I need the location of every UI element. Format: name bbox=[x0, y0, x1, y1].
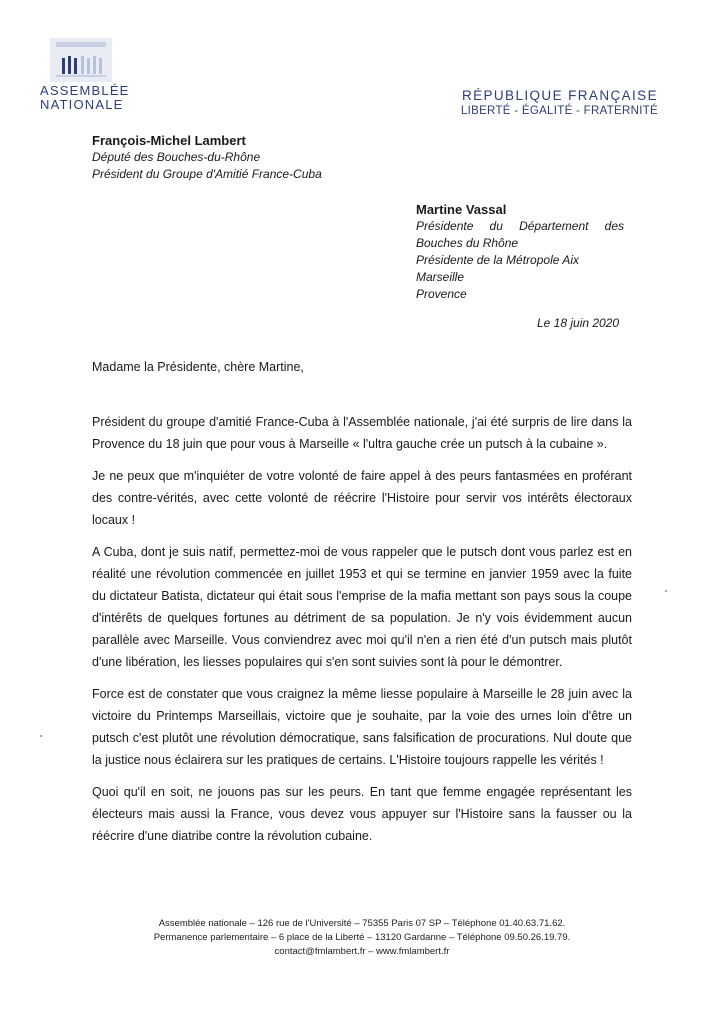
scan-speck bbox=[665, 590, 667, 592]
assemblee-nationale-logo bbox=[40, 38, 130, 112]
letter-date: Le 18 juin 2020 bbox=[537, 316, 620, 330]
sender-name: François-Michel Lambert bbox=[92, 133, 246, 148]
recipient-line-2: Bouches du Rhône bbox=[416, 236, 519, 250]
footer-line-3: contact@fmlambert.fr – www.fmlambert.fr bbox=[274, 946, 450, 957]
scan-speck bbox=[40, 735, 42, 737]
recipient-line-4: Provence bbox=[416, 287, 467, 301]
recipient-block bbox=[416, 201, 624, 303]
footer-line-2: Permanence parlementaire – 6 place de la Liberté – 13120 Gardanne – Téléphone 09.50.26.19.79. bbox=[153, 932, 571, 943]
paragraph: A Cuba, dont je suis natif, permettez-moi de vous rappeler que le putsch dont vous parlez est en réalité une révolution commencée en juillet 1953 et qui se termine en janvier 1959 avec la fuite du dictateur Batista, dictateur qui était sous l'emprise de la mafia mettant son pays sous la coupe d'intérêts de quelques fortunes au détriment de sa population. Je n'y vois évidemment aucun parallèle avec Marseille. Vous conviendrez avec moi qu'il n'en a rien été d'un putsch mais plutôt d'une libération, les liesses populaires qui s'en sont suivies sont là pour le démontrer. bbox=[92, 545, 632, 669]
republic-motto: LIBERTÉ - ÉGALITÉ - FRATERNITÉ bbox=[460, 105, 658, 117]
paragraph: Président du groupe d'amitié France-Cuba à l'Assemblée nationale, j'ai été surpris de lire dans la Provence du 18 juin que pour vous à Marseille « l'ultra gauche crée un putsch à la cubaine ». bbox=[92, 415, 632, 451]
paragraph: Force est de constater que vous craignez la même liesse populaire à Marseille le 28 juin avec la victoire du Printemps Marseillais, victoire que je souhaite, par la voie des urnes loin d'être un putsch c'est plutôt une révolution démocratique, sans falsification de procurations. Nul doute que la justice nous éclairera sur les pratiques de certains. L'Histoire toujours rappelle les vérités ! bbox=[92, 687, 632, 767]
logo-line-1: ASSEMBLÉE bbox=[40, 83, 130, 98]
letter-body bbox=[92, 411, 632, 857]
letter-footer bbox=[0, 917, 724, 959]
paragraph: Quoi qu'il en soit, ne jouons pas sur les peurs. En tant que femme engagée représentant les électeurs mais aussi la France, vous devez vous appuyer sur l'Histoire sans la fausser ou la réécrire d'une diatribe contre la révolution cubaine. bbox=[92, 785, 632, 843]
recipient-line-3: Présidente de la Métropole Aix Marseille bbox=[416, 253, 579, 284]
assemblee-nationale-columns-icon bbox=[50, 38, 112, 82]
recipient-name: Martine Vassal bbox=[416, 202, 507, 217]
sender-block bbox=[92, 132, 322, 183]
salutation: Madame la Présidente, chère Martine, bbox=[92, 360, 304, 374]
sender-title-1: Député des Bouches-du-Rhône bbox=[92, 150, 261, 164]
republique-francaise-header bbox=[461, 88, 658, 117]
republic-title: RÉPUBLIQUE FRANÇAISE bbox=[461, 88, 658, 103]
logo-line-2: NATIONALE bbox=[40, 97, 124, 112]
footer-line-1: Assemblée nationale – 126 rue de l'Université – 75355 Paris 07 SP – Téléphone 01.40.63.71.62. bbox=[158, 918, 566, 929]
recipient-line-1: Présidente du Département des bbox=[416, 219, 624, 233]
paragraph: Je ne peux que m'inquiéter de votre volonté de faire appel à des peurs fantasmées en proférant des contre-vérités, avec cette volonté de réécrire l'Histoire pour servir vos intérêts électoraux locaux ! bbox=[92, 469, 632, 527]
sender-title-2: Président du Groupe d'Amitié France-Cuba bbox=[92, 167, 322, 181]
